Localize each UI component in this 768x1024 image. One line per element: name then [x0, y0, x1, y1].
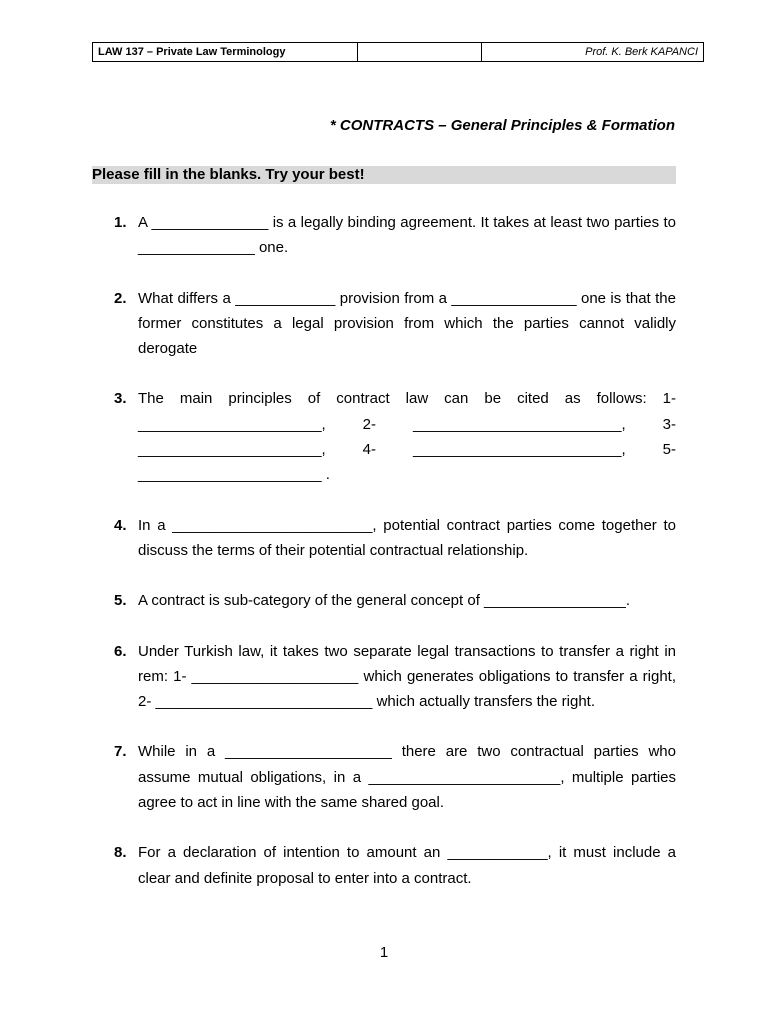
question-item [92, 210, 676, 261]
question-item [92, 286, 676, 362]
question-item [92, 513, 676, 564]
question-text: While in a ____________________ there are two contractual parties who assume mutual obligations, in a _______________________, multiple parties agree to act in line with the same shared goal. [138, 743, 676, 812]
header-blank-cell [358, 43, 482, 62]
question-text: For a declaration of intention to amount an ____________, it must include a clear and definite proposal to enter into a contract. [138, 844, 676, 887]
question-text: Under Turkish law, it takes two separate legal transactions to transfer a right in rem: 1- ____________________ which generates obligations to transfer a right, 2- __________________________ which actually transfers the right. [138, 642, 676, 711]
question-number: 2. [114, 289, 127, 307]
question-text: The main principles of contract law can be cited as follows: 1- ______________________, 2- _________________________, 3- ______________________, 4- _________________________, 5- ______________________ . [138, 390, 676, 484]
page-number: 1 [379, 944, 389, 961]
question-item [92, 840, 676, 891]
question-number: 1. [114, 214, 127, 231]
question-number: 7. [114, 743, 127, 761]
question-item [92, 588, 676, 613]
course-title: LAW 137 – Private Law Terminology [93, 43, 358, 62]
question-text: In a ________________________, potential contract parties come together to discuss the terms of their potential contractual relationship. [138, 516, 676, 559]
question-item [92, 639, 676, 715]
header-table [92, 42, 704, 62]
question-text: What differs a ____________ provision from a _______________ one is that the former constitutes a legal provision from which the parties cannot validly derogate [138, 289, 676, 358]
question-number: 3. [114, 390, 127, 408]
question-number: 5. [114, 592, 127, 610]
question-number: 4. [114, 516, 127, 534]
question-number: 8. [114, 844, 127, 862]
question-number: 6. [114, 642, 127, 660]
document-title: * CONTRACTS – General Principles & Formation [329, 117, 675, 134]
professor-name: Prof. K. Berk KAPANCI [482, 43, 704, 62]
question-item [92, 739, 676, 815]
question-item [92, 386, 676, 487]
question-text: A ______________ is a legally binding agreement. It takes at least two parties to ______________ one. [138, 214, 676, 257]
question-list [92, 210, 676, 916]
instructions-banner: Please fill in the blanks. Try your best! [92, 166, 676, 184]
question-text: A contract is sub-category of the general concept of _________________. [138, 592, 631, 610]
